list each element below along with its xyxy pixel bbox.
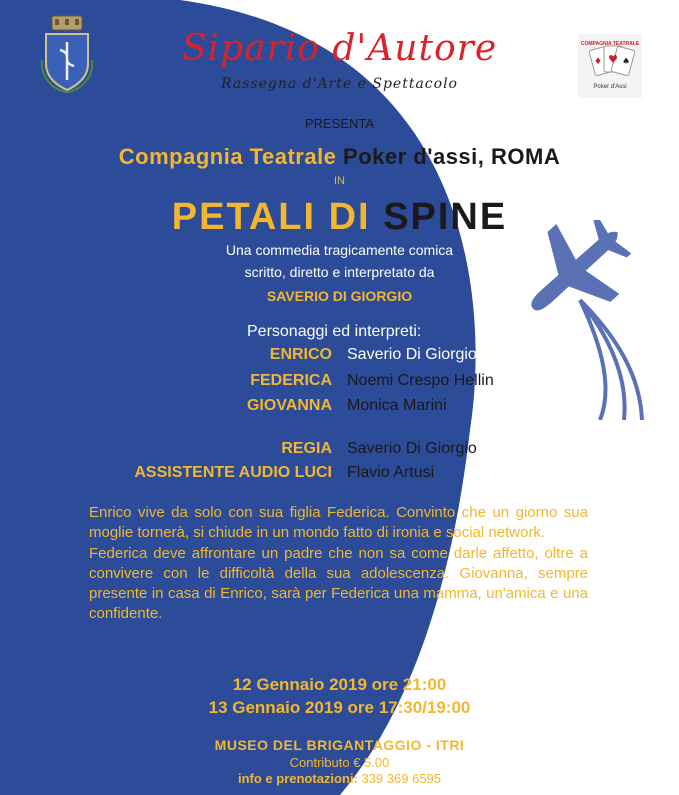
crew-name: Saverio Di Giorgio <box>347 440 477 457</box>
festival-title: Sipario d'Autore <box>181 28 498 69</box>
svg-text:♥: ♥ <box>608 53 618 66</box>
company-name-part2: Poker d'assi, ROMA <box>343 144 561 169</box>
role-label: FEDERICA <box>250 372 332 389</box>
logo-text-top: COMPAGNIA TEATRALE <box>580 41 640 47</box>
presents-label: PRESENTA <box>304 116 375 131</box>
festival-subtitle: Rassegna d'Arte e Spettacolo <box>221 76 458 92</box>
airplane-icon <box>500 220 660 420</box>
svg-text:♠: ♠ <box>621 57 631 67</box>
actor-name: Monica Marini <box>347 397 447 414</box>
logo-text-bottom: Poker d'Assi <box>593 84 627 90</box>
show-author: SAVERIO DI GIORGIO <box>266 288 413 304</box>
show-date: 13 Gennaio 2019 ore 17:30/19:00 <box>208 698 471 717</box>
booking-info <box>0 771 679 786</box>
crew-role-label: REGIA <box>281 440 332 457</box>
role-label: GIOVANNA <box>246 397 332 414</box>
cast-heading: Personaggi ed interpreti: <box>247 323 422 340</box>
crew-role-label: ASSISTENTE AUDIO LUCI <box>134 464 332 481</box>
booking-info-label: info e prenotazioni: <box>237 771 358 786</box>
plot-paragraph: Federica deve affrontare un padre che non sa come darle affetto, oltre a convivere con le difficoltà della sua adolescenza. Giovanna, sempre presente in casa di Enrico, sarà per Federica una mamma, un'amica e una confidente. <box>89 544 588 623</box>
role-label: ENRICO <box>269 346 332 363</box>
show-credit: scritto, diretto e interpretato da <box>244 264 435 280</box>
venue-label: MUSEO DEL BRIGANTAGGIO - ITRI <box>214 737 465 753</box>
show-date: 12 Gennaio 2019 ore 21:00 <box>232 675 447 694</box>
contribution-label: Contributo € 5.00 <box>289 755 390 770</box>
plot-description <box>89 503 588 625</box>
show-title-part1: PETALI DI <box>171 196 384 238</box>
actor-name: Noemi Crespo Hellin <box>347 372 494 389</box>
plot-paragraph: Enrico vive da solo con sua figlia Federica. Convinto che un giorno sua moglie tornerà, si chiude in un mondo fatto di ironia e social network. <box>89 504 588 542</box>
in-label: IN <box>334 175 345 187</box>
company-name-part1: Compagnia Teatrale <box>118 144 344 169</box>
show-tagline: Una commedia tragicamente comica <box>225 242 454 258</box>
show-title-part2: SPINE <box>383 196 508 238</box>
svg-text:♦: ♦ <box>593 57 603 67</box>
company-name <box>0 144 679 170</box>
actor-name: Saverio Di Giorgio <box>347 346 477 363</box>
booking-phone: 339 369 6595 <box>357 771 442 786</box>
crew-name: Flavio Artusi <box>347 464 435 481</box>
poker-cards-logo <box>578 34 642 98</box>
